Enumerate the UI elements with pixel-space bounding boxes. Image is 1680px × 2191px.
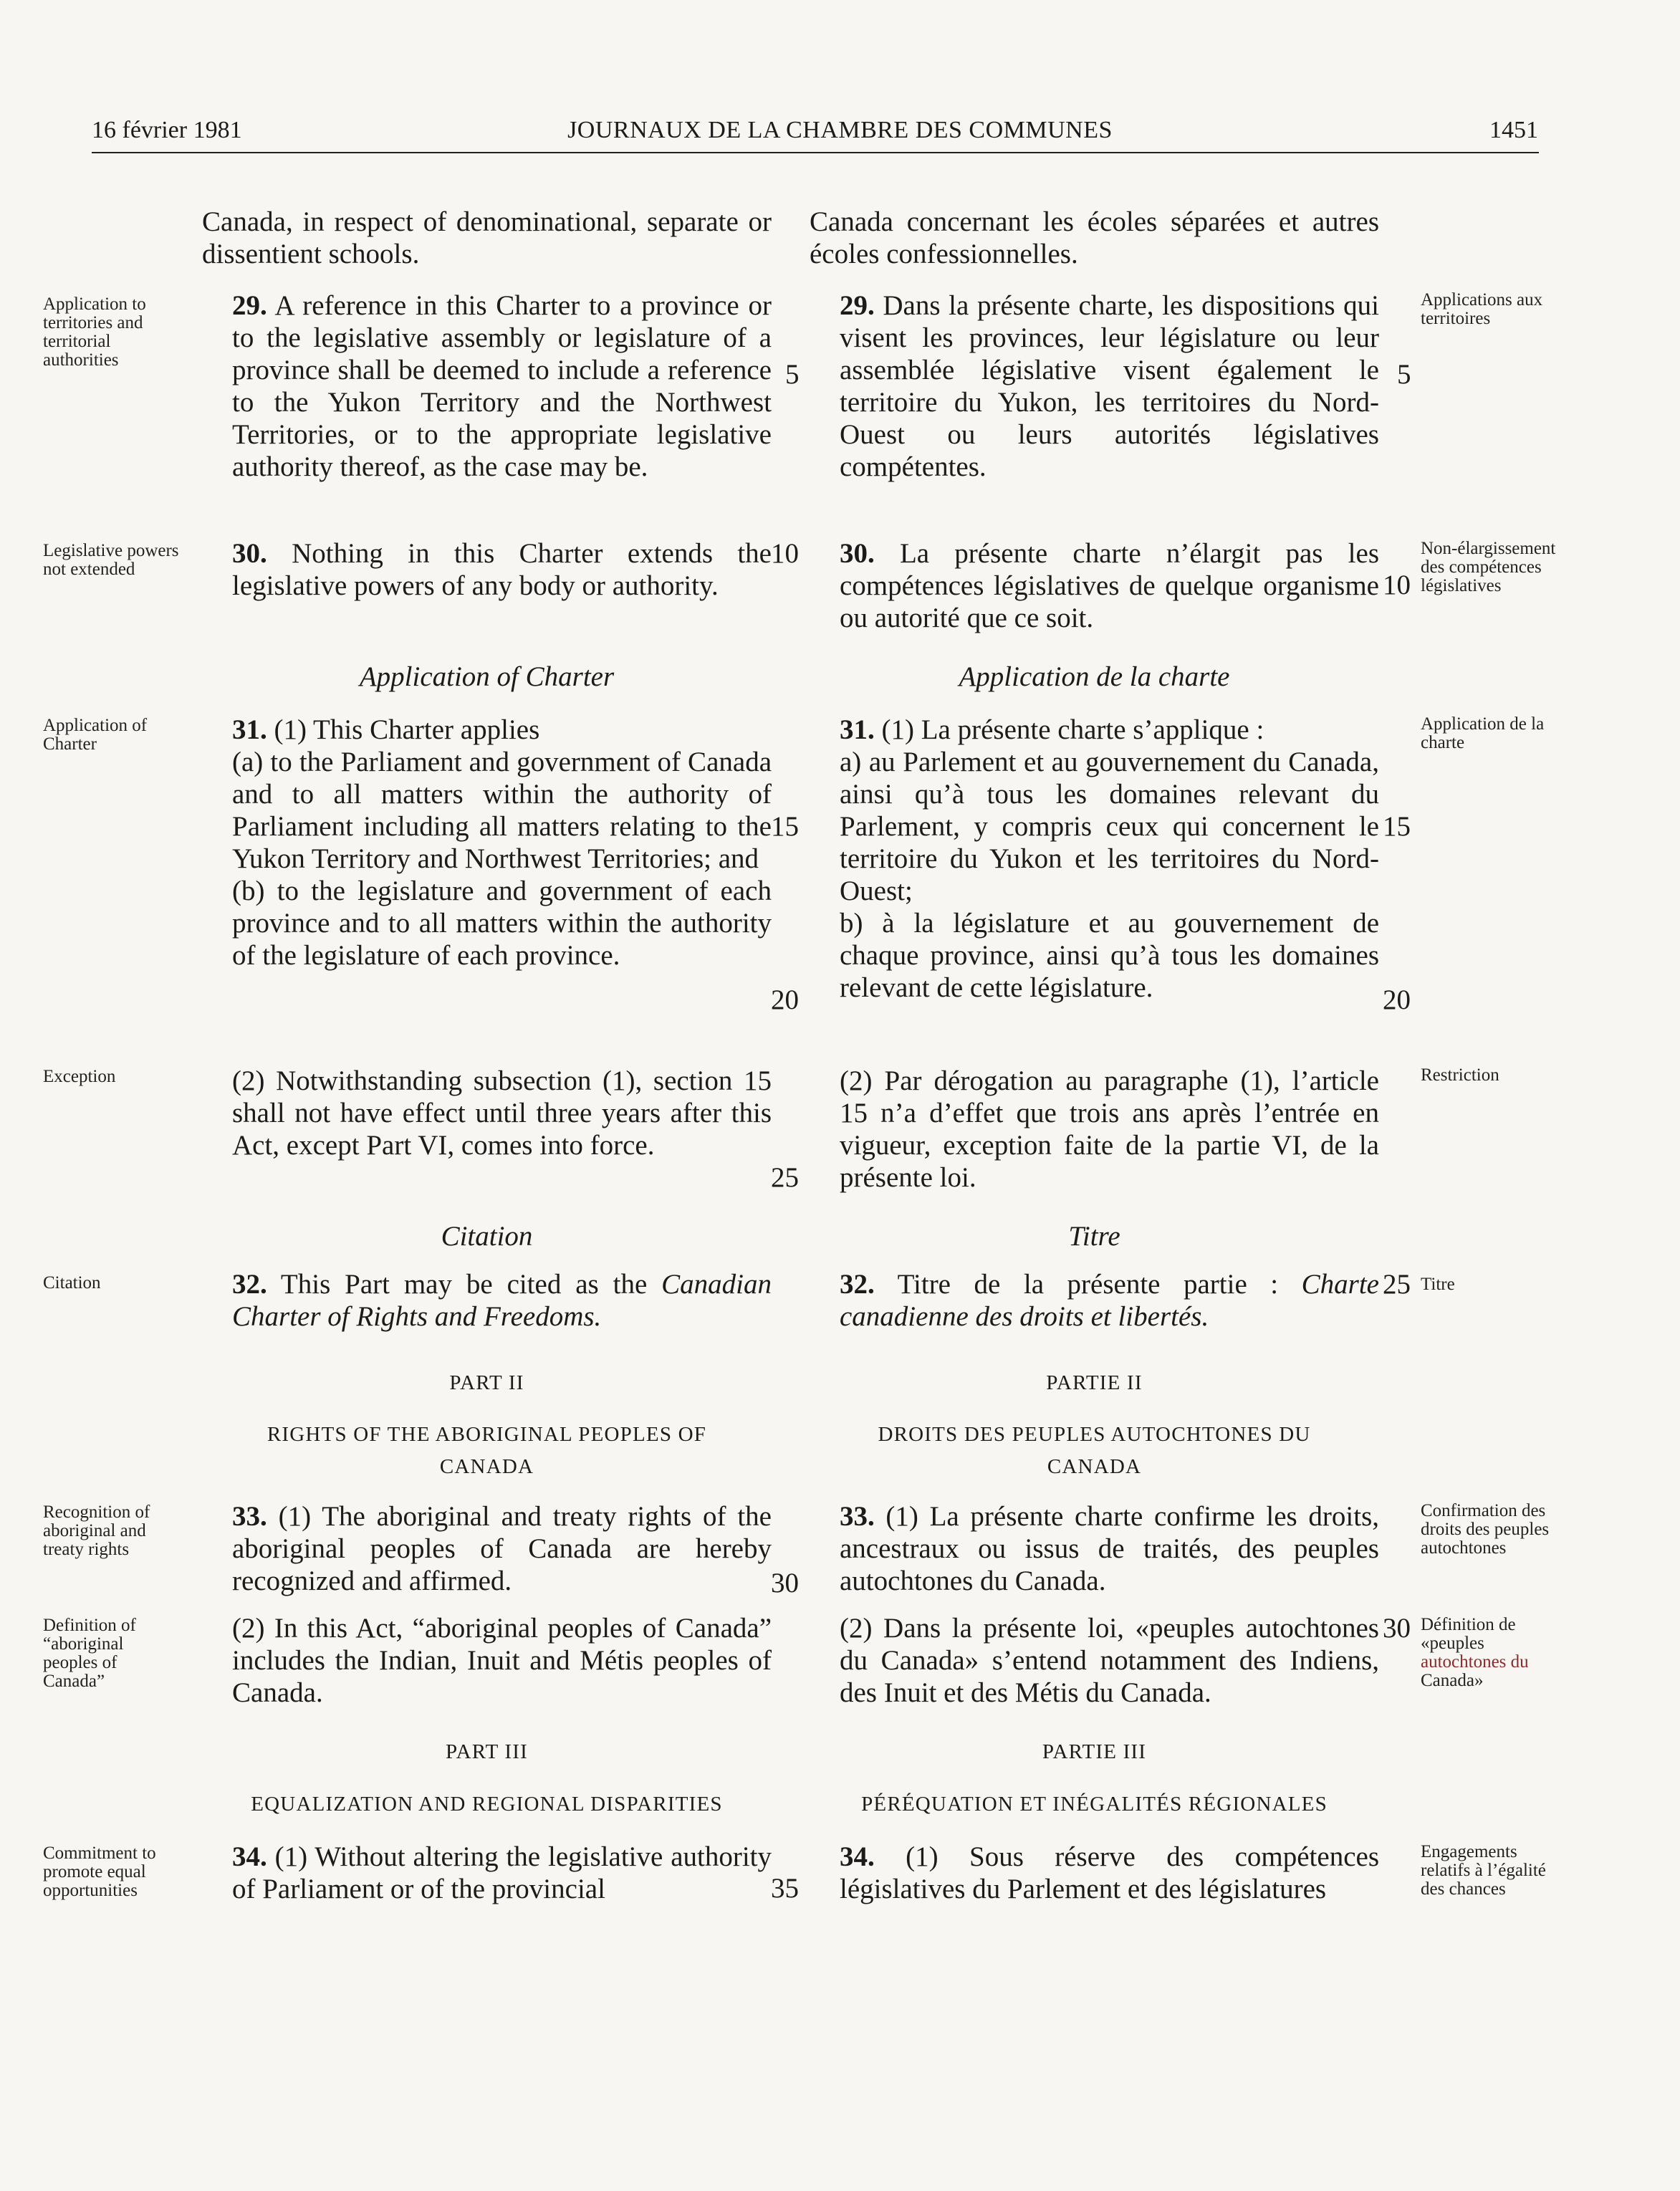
fr-part-3-title — [810, 1788, 1379, 1821]
en-part-2-title — [202, 1419, 772, 1483]
fr-s32-charter-title: Charte canadienne des droits et libertés. — [840, 1269, 1379, 1332]
fr-s33-number: 33. — [840, 1501, 875, 1532]
en-s31-number: 31. — [232, 714, 267, 745]
en-part-3 — [202, 1736, 772, 1768]
margin-note-en-33-2: Definition of “aboriginal peoples of Canada” — [43, 1616, 136, 1691]
en-s31-a: (a) to the Parliament and government of Canada and to all matters within the authority of Parliament including all matters relating to the Yukon Territory and Northwest Territories; and — [232, 747, 772, 874]
fr-s29-number: 29. — [840, 290, 875, 321]
en-s33-number: 33. — [232, 1501, 267, 1532]
fr-section-32 — [810, 1268, 1379, 1333]
en-section-29 — [202, 289, 772, 483]
en-section-30 — [202, 537, 772, 602]
fr-section-30 — [810, 537, 1379, 634]
margin-note-fr-33-2 — [1421, 1616, 1557, 1690]
fr-s30-number: 30. — [840, 538, 875, 569]
fr-intro: Canada concernant les écoles séparées et autres écoles confessionnelles. — [810, 206, 1379, 269]
margin-note-fr-33-2-line3: Canada» — [1421, 1671, 1484, 1690]
en-application-heading: Application of Charter — [359, 661, 615, 692]
header-title: JOURNAUX DE LA CHAMBRE DES COMMUNES — [567, 117, 1113, 143]
margin-note-en-31: Application of Charter — [43, 716, 148, 754]
fr-part-2-title — [810, 1419, 1379, 1483]
margin-note-fr-34: Engagements relatifs à l’égalité des chances — [1421, 1842, 1546, 1899]
fr-section-34 — [810, 1841, 1379, 1905]
page-number: 1451 — [1489, 117, 1538, 143]
fr-s31-number: 31. — [840, 714, 875, 745]
en-section-31-2 — [202, 1065, 772, 1161]
en-section-32 — [202, 1268, 772, 1333]
en-part3-label: PART III — [445, 1740, 529, 1763]
margin-note-fr-33-2-line2: autochtones du — [1421, 1652, 1529, 1672]
header-date: 16 février 1981 — [92, 117, 242, 143]
en-part3-title: EQUALIZATION AND REGIONAL DISPARITIES — [251, 1793, 723, 1816]
en-s32-text: This Part may be cited as the — [267, 1269, 662, 1300]
margin-note-en-29: Application to territories and territorial authorities — [43, 294, 146, 370]
margin-note-en-33: Recognition of aboriginal and treaty rights — [43, 1502, 150, 1559]
fr-part2-label: PARTIE II — [1046, 1371, 1143, 1394]
en-citation-heading: Citation — [441, 1221, 533, 1252]
en-s31-2-text: (2) Notwithstanding subsection (1), section 15 shall not have effect until three years after this Act, except Part VI, comes into force. — [232, 1065, 772, 1161]
margin-note-fr-31: Application de la charte — [1421, 714, 1545, 752]
en-s34-text: (1) Without altering the legislative authority of Parliament or of the provincial — [232, 1841, 772, 1904]
line-number-right-25: 25 — [1383, 1269, 1411, 1300]
fr-part3-title: PÉRÉQUATION ET INÉGALITÉS RÉGIONALES — [861, 1793, 1328, 1816]
en-s31-text: (1) This Charter applies — [267, 714, 540, 745]
en-heading-citation — [202, 1220, 772, 1252]
en-s32-number: 32. — [232, 1269, 267, 1300]
fr-heading-application — [810, 661, 1379, 693]
margin-note-en-32: Citation — [43, 1273, 101, 1293]
line-number-right-15: 15 — [1383, 811, 1411, 842]
fr-s33-2-text: (2) Dans la présente loi, «peuples autochtones du Canada» s’entend notamment des Indiens, des Inuit et des Métis du Canada. — [840, 1613, 1379, 1708]
line-number-left-5: 5 — [785, 359, 800, 390]
fr-section-29 — [810, 289, 1379, 483]
header-rule — [92, 152, 1539, 153]
fr-section-31-2 — [810, 1065, 1379, 1194]
french-column — [810, 206, 1379, 270]
en-part-2 — [202, 1367, 772, 1399]
en-part2-label: PART II — [449, 1371, 524, 1394]
margin-note-en-30: Legislative powers not extended — [43, 541, 179, 579]
en-s33-2-text: (2) In this Act, “aboriginal peoples of Canada” includes the Indian, Inuit and Métis peoples of Canada. — [232, 1613, 772, 1708]
english-column — [202, 206, 772, 270]
fr-s31-text: (1) La présente charte s’applique : — [874, 714, 1264, 745]
fr-s32-text: Titre de la présente partie : — [874, 1269, 1302, 1300]
fr-s33-text: (1) La présente charte confirme les droits, ancestraux ou issus de traités, des peuples autochtones du Canada. — [840, 1501, 1379, 1596]
line-number-left-30: 30 — [771, 1568, 799, 1598]
en-s29-text: A reference in this Charter to a province or to the legislative assembly or legislature of a province shall be deemed to include a reference to the Yukon Territory and the Northwest Territories, or to the appropriate legislative authority thereof, as the case may be. — [232, 290, 772, 482]
line-number-left-15: 15 — [771, 811, 799, 842]
fr-s31-2-text: (2) Par dérogation au paragraphe (1), l’article 15 n’a d’effet que trois ans après l’entrée en vigueur, exception faite de la partie VI, de la présente loi. — [840, 1065, 1379, 1193]
margin-note-fr-30: Non-élargissement des compétences législatives — [1421, 539, 1556, 595]
line-number-right-20: 20 — [1383, 984, 1411, 1015]
margin-note-en-31-2: Exception — [43, 1067, 116, 1086]
en-section-33-2 — [202, 1612, 772, 1709]
fr-titre-heading: Titre — [1068, 1221, 1120, 1252]
fr-section-31 — [810, 714, 1379, 1004]
fr-s31-b: b) à la législature et au gouvernement de chaque province, ainsi qu’à tous les domaines relevant de cette législature. — [840, 908, 1379, 1003]
en-s34-number: 34. — [232, 1841, 267, 1872]
fr-s32-number: 32. — [840, 1269, 875, 1300]
line-number-left-20: 20 — [771, 984, 799, 1015]
fr-s34-number: 34. — [840, 1841, 875, 1872]
en-intro: Canada, in respect of denominational, separate or dissentient schools. — [202, 206, 772, 269]
fr-section-33-2 — [810, 1612, 1379, 1709]
margin-note-fr-31-2: Restriction — [1421, 1065, 1499, 1085]
line-number-right-5: 5 — [1397, 359, 1411, 390]
en-s29-number: 29. — [232, 290, 267, 321]
margin-note-fr-33: Confirmation des droits des peuples autochtones — [1421, 1501, 1550, 1558]
line-number-right-10: 10 — [1383, 570, 1411, 600]
fr-s30-text: La présente charte n’élargit pas les compétences législatives de quelque organisme ou autorité que ce soit. — [840, 538, 1379, 633]
fr-s34-text: (1) Sous réserve des compétences législatives du Parlement et des législatures — [840, 1841, 1379, 1904]
line-number-left-25: 25 — [771, 1162, 799, 1193]
fr-part3-label: PARTIE III — [1042, 1740, 1147, 1763]
line-number-left-10: 10 — [771, 538, 799, 569]
fr-part2-title: DROITS DES PEUPLES AUTOCHTONES DU CANADA — [878, 1423, 1311, 1478]
en-section-31 — [202, 714, 772, 972]
en-part2-title: RIGHTS OF THE ABORIGINAL PEOPLES OF CANADA — [267, 1423, 707, 1478]
en-section-33 — [202, 1500, 772, 1597]
en-s33-text: (1) The aboriginal and treaty rights of the aboriginal peoples of Canada are hereby recognized and affirmed. — [232, 1501, 772, 1596]
fr-part-3 — [810, 1736, 1379, 1768]
en-s31-b: (b) to the legislature and government of each province and to all matters within the authority of the legislature of each province. — [232, 876, 772, 971]
fr-application-heading: Application de la charte — [959, 661, 1230, 692]
fr-part-2 — [810, 1367, 1379, 1399]
line-number-right-30: 30 — [1383, 1613, 1411, 1644]
margin-note-fr-32: Titre — [1421, 1275, 1455, 1294]
en-s30-text: Nothing in this Charter extends the legislative powers of any body or authority. — [232, 538, 772, 601]
en-s30-number: 30. — [232, 538, 267, 569]
en-section-34 — [202, 1841, 772, 1905]
fr-section-33 — [810, 1500, 1379, 1597]
fr-s31-a: a) au Parlement et au gouvernement du Canada, ainsi qu’à tous les domaines relevant du Parlement, y compris ceux qui concernent le territoire du Yukon et les territoires du Nord-Ouest; — [840, 747, 1379, 906]
margin-note-fr-33-2-line1: Définition de «peuples — [1421, 1615, 1516, 1653]
en-heading-application — [202, 661, 772, 693]
en-part-3-title — [202, 1788, 772, 1821]
line-number-left-35: 35 — [771, 1873, 799, 1904]
fr-heading-titre — [810, 1220, 1379, 1252]
margin-note-en-34: Commitment to promote equal opportunities — [43, 1844, 156, 1900]
fr-s29-text: Dans la présente charte, les dispositions qui visent les provinces, leur législature ou leur assemblée législative visent également le territoire du Yukon, les territoires du Nord-Ouest ou leurs autorités législatives compétentes. — [840, 290, 1379, 482]
margin-note-fr-29: Applications aux territoires — [1421, 290, 1543, 328]
en-s32-charter-title: Canadian Charter of Rights and Freedoms. — [232, 1269, 772, 1332]
